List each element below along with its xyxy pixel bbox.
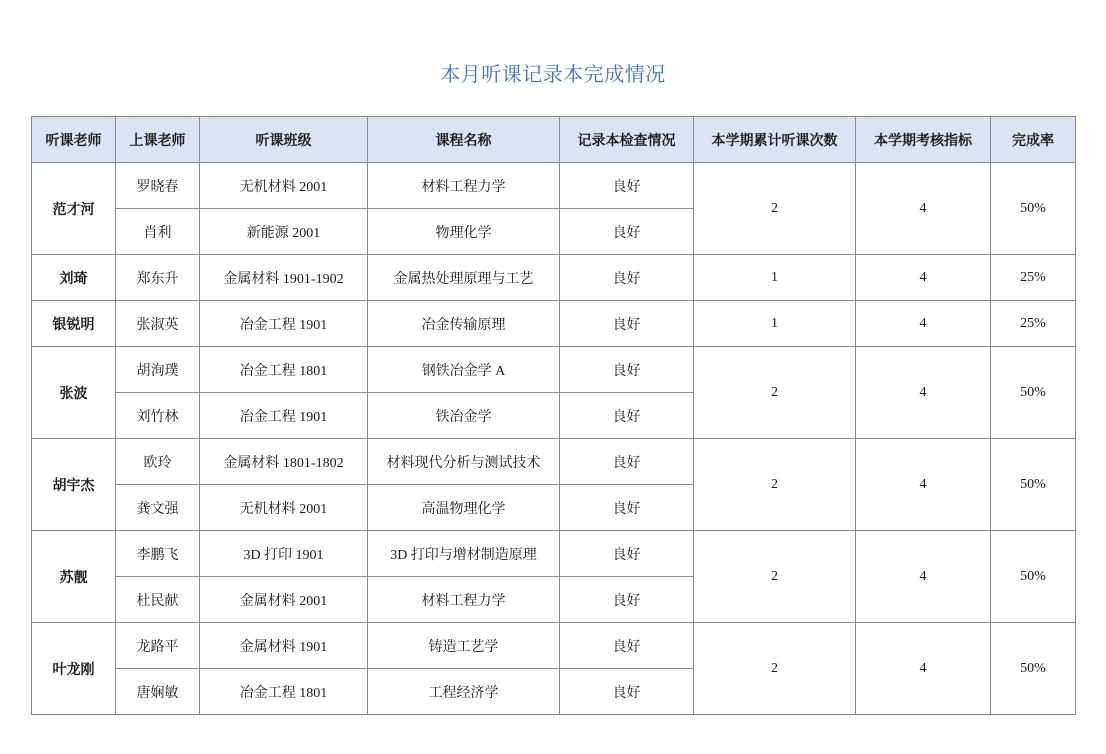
class-cell: 金属材料 2001 xyxy=(200,577,368,623)
record-table xyxy=(31,116,1076,715)
target-cell: 4 xyxy=(856,163,991,255)
target-cell: 4 xyxy=(856,255,991,301)
total-cell: 2 xyxy=(694,623,856,715)
check-cell: 良好 xyxy=(560,623,694,669)
course-cell: 工程经济学 xyxy=(368,669,560,715)
total-cell: 2 xyxy=(694,439,856,531)
course-cell: 钢铁冶金学 A xyxy=(368,347,560,393)
check-cell: 良好 xyxy=(560,163,694,209)
target-cell: 4 xyxy=(856,347,991,439)
total-cell: 2 xyxy=(694,347,856,439)
table-row xyxy=(32,531,1076,577)
course-cell: 材料工程力学 xyxy=(368,163,560,209)
course-cell: 金属热处理原理与工艺 xyxy=(368,255,560,301)
header-rate: 完成率 xyxy=(991,117,1076,163)
header-check: 记录本检查情况 xyxy=(560,117,694,163)
header-teacher: 上课老师 xyxy=(116,117,200,163)
class-cell: 冶金工程 1901 xyxy=(200,393,368,439)
course-cell: 铸造工艺学 xyxy=(368,623,560,669)
teacher-cell: 李鹏飞 xyxy=(116,531,200,577)
listener-cell: 张波 xyxy=(32,347,116,439)
class-cell: 新能源 2001 xyxy=(200,209,368,255)
table-row xyxy=(32,623,1076,669)
teacher-cell: 龙路平 xyxy=(116,623,200,669)
listener-cell: 刘琦 xyxy=(32,255,116,301)
class-cell: 3D 打印 1901 xyxy=(200,531,368,577)
listener-cell: 苏靓 xyxy=(32,531,116,623)
table-row xyxy=(32,301,1076,347)
course-cell: 高温物理化学 xyxy=(368,485,560,531)
target-cell: 4 xyxy=(856,301,991,347)
teacher-cell: 张淑英 xyxy=(116,301,200,347)
course-cell: 材料工程力学 xyxy=(368,577,560,623)
teacher-cell: 唐娴敏 xyxy=(116,669,200,715)
course-cell: 3D 打印与增材制造原理 xyxy=(368,531,560,577)
teacher-cell: 罗晓春 xyxy=(116,163,200,209)
class-cell: 金属材料 1901-1902 xyxy=(200,255,368,301)
teacher-cell: 欧玲 xyxy=(116,439,200,485)
check-cell: 良好 xyxy=(560,301,694,347)
rate-cell: 50% xyxy=(991,439,1076,531)
check-cell: 良好 xyxy=(560,393,694,439)
rate-cell: 25% xyxy=(991,301,1076,347)
header-class: 听课班级 xyxy=(200,117,368,163)
teacher-cell: 龚文强 xyxy=(116,485,200,531)
table-row xyxy=(32,347,1076,393)
header-total: 本学期累计听课次数 xyxy=(694,117,856,163)
check-cell: 良好 xyxy=(560,439,694,485)
rate-cell: 50% xyxy=(991,531,1076,623)
target-cell: 4 xyxy=(856,439,991,531)
check-cell: 良好 xyxy=(560,485,694,531)
listener-cell: 叶龙刚 xyxy=(32,623,116,715)
check-cell: 良好 xyxy=(560,209,694,255)
table-row xyxy=(32,255,1076,301)
rate-cell: 25% xyxy=(991,255,1076,301)
class-cell: 冶金工程 1801 xyxy=(200,347,368,393)
total-cell: 1 xyxy=(694,301,856,347)
total-cell: 2 xyxy=(694,531,856,623)
check-cell: 良好 xyxy=(560,531,694,577)
teacher-cell: 杜民献 xyxy=(116,577,200,623)
class-cell: 冶金工程 1801 xyxy=(200,669,368,715)
rate-cell: 50% xyxy=(991,347,1076,439)
listener-cell: 银锐明 xyxy=(32,301,116,347)
listener-cell: 范才河 xyxy=(32,163,116,255)
class-cell: 冶金工程 1901 xyxy=(200,301,368,347)
table-row xyxy=(32,163,1076,209)
course-cell: 物理化学 xyxy=(368,209,560,255)
class-cell: 金属材料 1801-1802 xyxy=(200,439,368,485)
check-cell: 良好 xyxy=(560,669,694,715)
total-cell: 1 xyxy=(694,255,856,301)
teacher-cell: 肖利 xyxy=(116,209,200,255)
class-cell: 金属材料 1901 xyxy=(200,623,368,669)
total-cell: 2 xyxy=(694,163,856,255)
check-cell: 良好 xyxy=(560,255,694,301)
header-target: 本学期考核指标 xyxy=(856,117,991,163)
rate-cell: 50% xyxy=(991,623,1076,715)
course-cell: 材料现代分析与测试技术 xyxy=(368,439,560,485)
header-listener: 听课老师 xyxy=(32,117,116,163)
rate-cell: 50% xyxy=(991,163,1076,255)
teacher-cell: 刘竹林 xyxy=(116,393,200,439)
header-course: 课程名称 xyxy=(368,117,560,163)
page-title: 本月听课记录本完成情况 xyxy=(440,62,666,86)
course-cell: 铁冶金学 xyxy=(368,393,560,439)
teacher-cell: 胡洵璞 xyxy=(116,347,200,393)
teacher-cell: 郑东升 xyxy=(116,255,200,301)
check-cell: 良好 xyxy=(560,347,694,393)
class-cell: 无机材料 2001 xyxy=(200,485,368,531)
check-cell: 良好 xyxy=(560,577,694,623)
target-cell: 4 xyxy=(856,531,991,623)
course-cell: 冶金传输原理 xyxy=(368,301,560,347)
table-row xyxy=(32,439,1076,485)
listener-cell: 胡宇杰 xyxy=(32,439,116,531)
header-row xyxy=(32,117,1076,163)
target-cell: 4 xyxy=(856,623,991,715)
class-cell: 无机材料 2001 xyxy=(200,163,368,209)
